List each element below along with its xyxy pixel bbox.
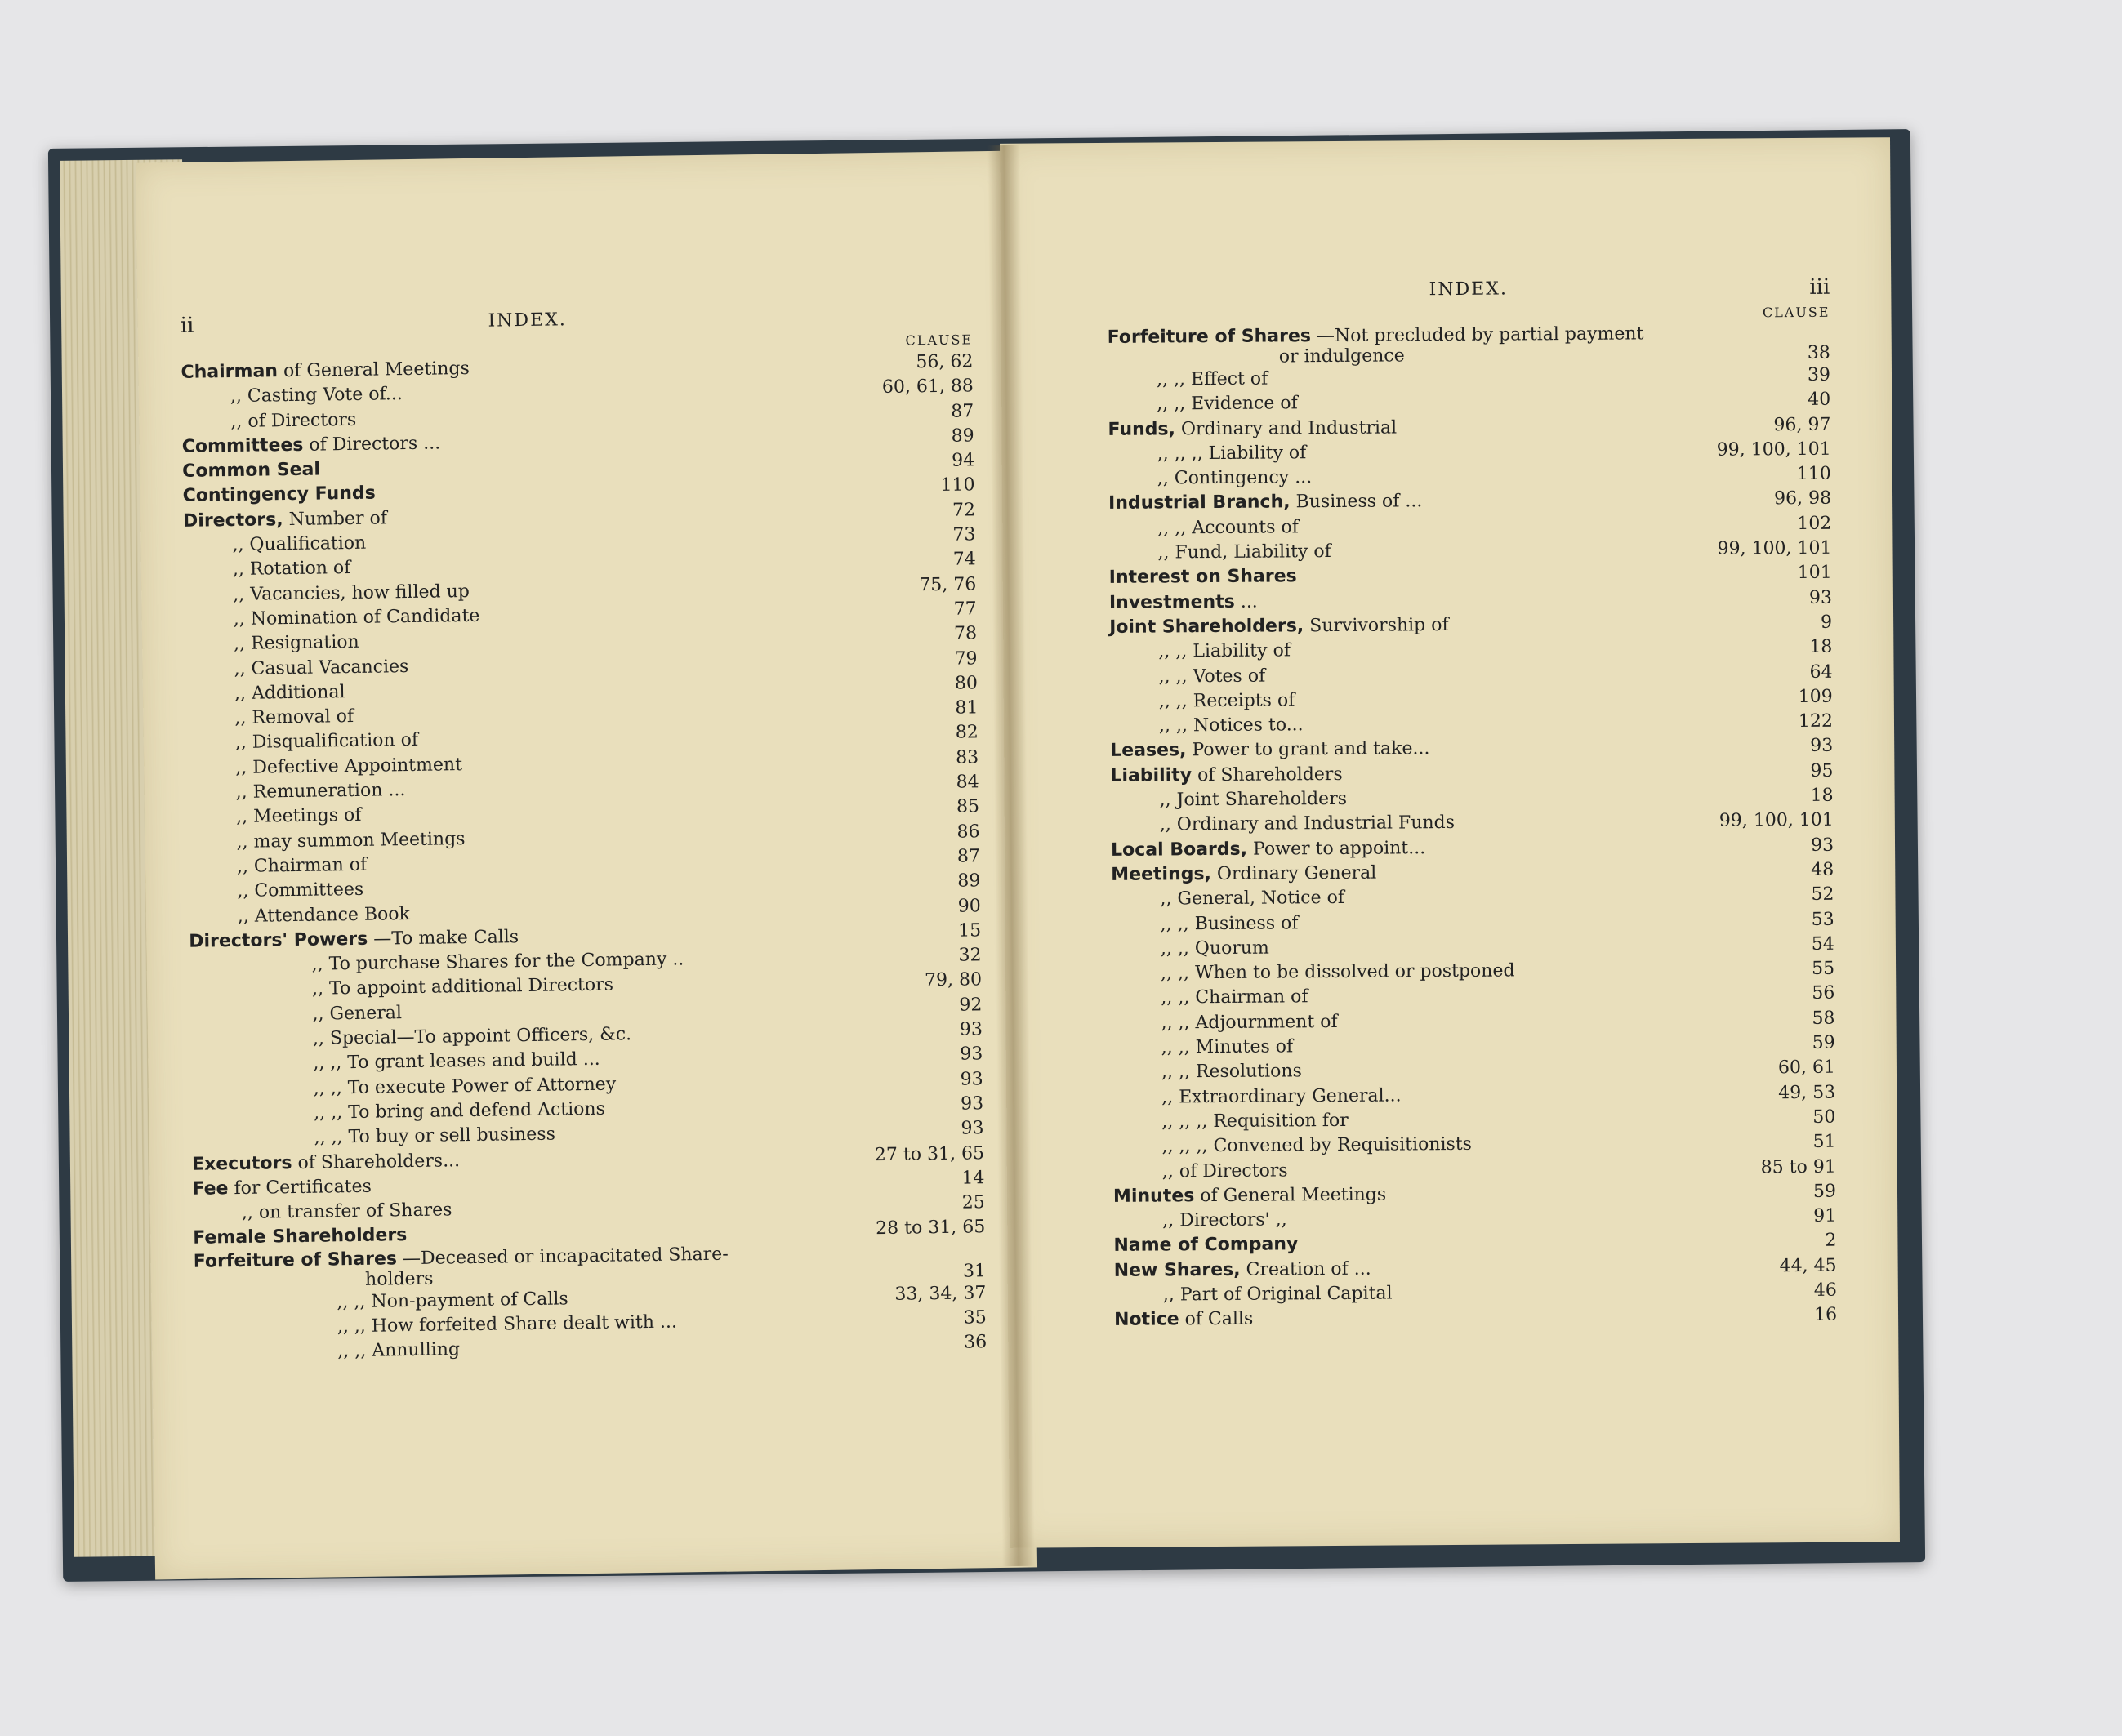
index-subentry: ,, Nomination of Candidate [233, 605, 480, 630]
clause-number: 89 [957, 870, 981, 892]
index-entry-line [313, 1024, 631, 1048]
index-subentry: ,, Ordinary and Industrial Funds [1159, 812, 1456, 835]
index-heading: Directors, [182, 509, 283, 532]
clause-number: 86 [956, 821, 980, 843]
right-running-title: INDEX. [1429, 278, 1508, 300]
index-entry-line [192, 1177, 372, 1200]
index-entry-line [1161, 987, 1308, 1008]
index-subentry: ,, ,, To grant leases and build ... [313, 1049, 600, 1075]
index-entry-line [236, 829, 465, 852]
index-heading: Leases, [1110, 740, 1187, 762]
index-entry-line [1160, 812, 1455, 835]
clause-number: 35 [963, 1307, 987, 1329]
index-heading: Committees [181, 434, 304, 457]
clause-number: 9 [1821, 612, 1833, 633]
index-subentry: ,, ,, To buy or sell business [314, 1124, 556, 1148]
index-entry-line [235, 754, 462, 778]
index-subentry: ,, ,, ,, Convened by Requisitionists [1161, 1134, 1473, 1157]
index-entry-line [1158, 665, 1265, 687]
index-subentry: of Shareholders... [297, 1150, 461, 1173]
index-entry-line [1159, 714, 1304, 736]
clause-number: 50 [1812, 1106, 1836, 1128]
clause-number: 96, 97 [1773, 414, 1831, 435]
clause-number: 18 [1809, 636, 1833, 658]
index-entry-line [1109, 591, 1258, 612]
clause-number: 14 [961, 1168, 985, 1189]
clause-number: 80 [954, 673, 979, 694]
index-entry-line [1114, 1309, 1253, 1330]
index-entry-line [1157, 369, 1268, 390]
clause-number: 60, 61 [1777, 1057, 1836, 1079]
clause-number: 94 [951, 450, 975, 471]
index-heading: Industrial Branch, [1108, 492, 1291, 514]
index-heading: Investments [1108, 591, 1235, 613]
clause-number: 95 [1810, 760, 1834, 781]
index-subentry: Business of ... [1295, 491, 1423, 513]
index-heading: Forfeiture of Shares [193, 1248, 398, 1272]
clause-number: 31 [962, 1260, 987, 1282]
right-clause-header: CLAUSE [1762, 304, 1830, 321]
clause-number: 77 [953, 599, 977, 620]
index-entry-line [237, 879, 363, 901]
clause-number: 82 [955, 722, 979, 744]
index-subentry: —Deceased or incapacitated Share- [402, 1244, 729, 1269]
index-entry-line [232, 533, 366, 555]
index-entry-line [182, 483, 375, 506]
left-page-number: ii [180, 313, 194, 338]
index-subentry: ,, Fund, Liability of [1157, 541, 1331, 563]
index-subentry: ,, Part of Original Capital [1162, 1283, 1393, 1306]
index-entry-line [337, 1340, 460, 1362]
clause-number: 52 [1811, 884, 1834, 906]
index-entry-line [242, 1200, 452, 1223]
index-subentry: Ordinary General [1216, 862, 1377, 884]
clause-number: 85 [956, 796, 980, 818]
index-entry-line [1162, 1209, 1287, 1231]
index-subentry: ,, on transfer of Shares [241, 1200, 452, 1224]
index-subentry: ,, To purchase Shares for the Company .. [311, 949, 684, 975]
index-entry-line [1161, 1036, 1294, 1057]
index-entry-line [236, 780, 406, 803]
clause-number: 84 [956, 772, 979, 793]
clause-number: 109 [1798, 686, 1833, 707]
index-subentry: ,, ,, Notices to... [1158, 714, 1304, 737]
clause-number: 90 [957, 895, 981, 917]
index-entry-line [1161, 913, 1299, 934]
index-entry-line [192, 1151, 460, 1175]
clause-number: 102 [1797, 513, 1832, 534]
index-entry-line [182, 433, 441, 456]
index-entry-line [1161, 1012, 1337, 1034]
clause-number: 48 [1811, 859, 1834, 880]
index-entry-line [183, 508, 387, 531]
index-entry-line [189, 927, 519, 952]
index-subentry: ,, Attendance Book [237, 903, 411, 927]
left-running-title: INDEX. [488, 309, 567, 332]
index-entry-line [314, 1074, 617, 1098]
index-heading: New Shares, [1113, 1259, 1241, 1281]
index-subentry: ,, ,, Liability of [1158, 640, 1291, 662]
clause-number: 99, 100, 101 [1717, 537, 1832, 559]
right-index-list [1108, 323, 1838, 1333]
right-page-number: iii [1809, 274, 1830, 300]
index-heading: Interest on Shares [1108, 566, 1297, 589]
right-running-head [1107, 275, 1830, 309]
index-subentry: Number of [288, 508, 388, 530]
clause-number: 64 [1809, 661, 1833, 683]
index-subentry: ... [1240, 591, 1258, 612]
index-subentry: ,, Special—To appoint Officers, &c. [312, 1024, 632, 1049]
index-heading: Directors' Powers [189, 928, 368, 952]
clause-number: 38 [1807, 342, 1830, 363]
index-heading: Executors [191, 1152, 292, 1175]
clause-number: 32 [958, 945, 982, 966]
clause-number: 72 [952, 500, 976, 521]
index-subentry: ,, Joint Shareholders [1159, 788, 1348, 811]
index-entry-line [1157, 443, 1307, 464]
index-entry-line [1110, 764, 1342, 786]
index-subentry: ,, ,, ,, Liability of [1157, 443, 1307, 465]
index-subentry: ,, Disqualification of [234, 730, 419, 754]
index-subentry: ,, ,, Votes of [1158, 665, 1266, 688]
index-entry-line [1111, 863, 1376, 885]
index-entry-line [234, 706, 354, 728]
index-heading: Female Shareholders [193, 1225, 408, 1249]
index-entry-line [1113, 1235, 1298, 1257]
clause-number: 99, 100, 101 [1719, 810, 1834, 832]
index-entry-line [312, 1003, 402, 1025]
index-subentry: ,, ,, Non-payment of Calls [337, 1289, 568, 1313]
index-entry-line [237, 855, 368, 877]
index-subentry: ,, ,, Chairman of [1161, 986, 1308, 1008]
clause-number: 15 [957, 920, 982, 941]
index-subentry: Ordinary and Industrial [1180, 417, 1398, 439]
index-subentry: ,, Extraordinary General... [1161, 1085, 1402, 1108]
index-subentry: ,, Defective Appointment [235, 754, 463, 778]
index-entry-line [1114, 1258, 1371, 1280]
index-subentry: ,, Directors' ,, [1162, 1209, 1287, 1231]
index-subentry: ,, ,, How forfeited Share dealt with ... [337, 1311, 678, 1338]
index-subentry: ,, Casting Vote of... [230, 384, 403, 407]
index-heading: Name of Company [1113, 1234, 1299, 1257]
index-entry-line [1161, 1111, 1348, 1133]
clause-number: 110 [940, 474, 975, 496]
index-entry-line [1157, 467, 1312, 488]
clause-number: 44, 45 [1779, 1255, 1837, 1276]
index-subentry: ,, ,, Quorum [1160, 937, 1269, 959]
index-subentry: ,, ,, To bring and defend Actions [314, 1098, 606, 1124]
index-heading: Local Boards, [1110, 839, 1248, 861]
clause-number: 78 [953, 623, 978, 644]
clause-number: 28 to 31, 65 [876, 1217, 986, 1240]
index-entry-line [1162, 1160, 1288, 1182]
index-entry-line [1163, 1283, 1393, 1305]
index-subentry: for Certificates [234, 1176, 372, 1199]
clause-number: 79, 80 [924, 969, 983, 991]
clause-number: 93 [959, 1019, 983, 1040]
index-entry-line [238, 904, 410, 927]
index-entry-line [337, 1289, 568, 1312]
index-subentry: ,, ,, Minutes of [1161, 1036, 1294, 1058]
index-entry-line [1111, 838, 1425, 861]
left-index-list [181, 349, 987, 1366]
index-subentry: ,, Contingency ... [1157, 467, 1313, 489]
index-entry-line [193, 1226, 407, 1249]
clause-number: 93 [960, 1068, 983, 1090]
clause-number: 49, 53 [1778, 1082, 1836, 1103]
index-entry-line [234, 606, 480, 630]
index-entry-line [1161, 1062, 1302, 1083]
index-entry-continuation: or indulgence [1278, 345, 1405, 367]
index-entry-line [1161, 961, 1515, 984]
clause-number: 110 [1796, 463, 1831, 485]
index-subentry: ,, Rotation of [232, 558, 351, 581]
index-heading: Forfeiture of Shares [1107, 326, 1312, 348]
index-subentry: of Directors ... [309, 433, 441, 456]
index-subentry: ,, Casual Vacancies [234, 656, 409, 679]
clause-number: 91 [1813, 1205, 1837, 1226]
index-subentry: ,, ,, Adjournment of [1161, 1011, 1338, 1034]
index-entry-line [337, 1311, 677, 1337]
index-entry-continuation: holders [364, 1268, 434, 1290]
index-entry-line [1161, 1085, 1402, 1107]
index-subentry: ,, Additional [234, 681, 345, 704]
clause-number: 93 [960, 1044, 983, 1065]
index-subentry: Survivorship of [1309, 614, 1449, 637]
index-heading: Common Seal [182, 459, 321, 483]
index-entry-line [235, 730, 418, 753]
clause-number: 25 [961, 1192, 985, 1213]
clause-number: 40 [1808, 389, 1831, 411]
index-heading: Minutes [1112, 1185, 1195, 1207]
index-entry-line [234, 657, 408, 679]
index-entry-line [1157, 517, 1299, 538]
index-subentry: ,, ,, Business of [1160, 912, 1299, 935]
index-subentry: ,, Committees [237, 879, 364, 902]
index-subentry: ,, Resignation [234, 632, 359, 655]
index-entry-line [233, 581, 470, 605]
index-entry-line [230, 409, 356, 431]
index-entry [1108, 323, 1830, 368]
clause-number: 46 [1813, 1280, 1837, 1301]
clause-number: 58 [1812, 1008, 1835, 1029]
index-subentry: ,, ,, Resolutions [1161, 1061, 1302, 1083]
clause-number: 33, 34, 37 [894, 1282, 987, 1305]
clause-number: 56 [1812, 983, 1835, 1004]
index-subentry: ,, ,, To execute Power of Attorney [313, 1074, 617, 1099]
clause-number: 75, 76 [919, 573, 977, 595]
clause-number: 59 [1812, 1032, 1835, 1053]
index-entry-line [314, 1124, 555, 1148]
index-subentry: of General Meetings [1200, 1184, 1387, 1206]
index-subentry: ,, Removal of [234, 706, 354, 729]
index-entry-line [230, 384, 403, 407]
index-entry-line [182, 460, 320, 482]
index-entry-line [234, 682, 345, 704]
index-entry-line [233, 558, 351, 580]
index-entry-line [1157, 541, 1331, 563]
index-heading: Funds, [1108, 418, 1176, 440]
clause-number: 51 [1812, 1131, 1836, 1153]
index-entry-line [314, 1099, 605, 1124]
index-entry-line [1157, 394, 1298, 415]
index-subentry: ,, Vacancies, how filled up [233, 581, 470, 605]
index-subentry: ,, To appoint additional Directors [311, 974, 614, 1000]
index-subentry: of General Meetings [283, 358, 470, 382]
clause-number: 55 [1812, 958, 1835, 980]
index-entry-line [1108, 492, 1422, 514]
index-heading: Notice [1113, 1309, 1179, 1331]
right-page [1000, 137, 1900, 1548]
left-page-content [181, 302, 991, 1578]
index-heading: Chairman [181, 361, 279, 383]
right-page-content [1107, 275, 1839, 1547]
index-entry-line [1108, 417, 1397, 439]
index-heading: Joint Shareholders, [1109, 616, 1304, 638]
left-page [136, 151, 1037, 1580]
index-entry [1114, 1303, 1837, 1333]
index-subentry: ,, General [312, 1002, 403, 1025]
left-clause-header: CLAUSE [905, 332, 974, 349]
index-subentry: ,, of Directors [230, 409, 357, 432]
index-entry-line [1109, 615, 1449, 638]
index-subentry: Power to appoint... [1252, 837, 1426, 860]
index-entry-line [181, 358, 470, 383]
index-heading: Meetings, [1111, 863, 1212, 885]
index-subentry: ,, ,, Effect of [1156, 368, 1268, 390]
clause-number: 87 [951, 400, 974, 422]
clause-number: 83 [956, 747, 979, 768]
clause-number: 122 [1798, 710, 1834, 732]
index-heading: Liability [1110, 764, 1193, 786]
index-subentry: Creation of ... [1246, 1258, 1371, 1280]
index-subentry: ,, ,, Annulling [337, 1339, 461, 1362]
clause-number: 87 [956, 846, 981, 867]
clause-number: 2 [1825, 1231, 1837, 1252]
index-entry-line [1110, 739, 1429, 762]
clause-number: 73 [952, 524, 976, 545]
clause-number: 16 [1813, 1304, 1838, 1326]
index-subentry: ,, General, Notice of [1160, 888, 1345, 910]
index-subentry: ,, Chairman of [236, 854, 368, 877]
index-subentry: —To make Calls [373, 926, 519, 950]
clause-number: 96, 98 [1774, 488, 1832, 510]
index-subentry: ,, Remuneration ... [235, 780, 406, 803]
index-subentry: ,, may summon Meetings [236, 828, 466, 852]
index-entry-line [1113, 1184, 1386, 1206]
clause-number: 93 [1810, 835, 1834, 856]
index-heading: Contingency Funds [182, 483, 376, 507]
index-entry-line [1162, 1134, 1473, 1157]
index-subentry: ,, Meetings of [235, 805, 362, 828]
index-entry-line [236, 805, 362, 827]
clause-number: 101 [1797, 563, 1832, 584]
index-subentry: ,, ,, Evidence of [1157, 393, 1298, 415]
clause-number: 89 [951, 425, 974, 447]
clause-number: 74 [952, 549, 976, 571]
index-subentry: ,, ,, Receipts of [1158, 690, 1295, 712]
clause-number: 59 [1812, 1181, 1837, 1202]
clause-number: 36 [964, 1332, 987, 1353]
clause-number: 81 [955, 697, 979, 719]
clause-number: 54 [1811, 933, 1834, 955]
index-entry-line [1160, 789, 1348, 811]
clause-number: 93 [1808, 587, 1833, 608]
clause-number: 85 to 91 [1760, 1156, 1836, 1177]
index-entry-line [312, 975, 613, 999]
clause-number: 39 [1807, 364, 1831, 385]
index-subentry: —Not precluded by partial payment [1316, 323, 1644, 347]
clause-number: 53 [1811, 909, 1834, 930]
index-subentry: ,, Qualification [232, 532, 367, 556]
index-entry-line [311, 949, 684, 974]
index-subentry: ,, ,, Accounts of [1157, 517, 1299, 539]
index-entry-line [1159, 690, 1295, 711]
clause-number: 56, 62 [916, 351, 974, 373]
index-entry-line [234, 632, 359, 654]
clause-number: 18 [1810, 785, 1834, 806]
clause-number: 99, 100, 101 [1716, 438, 1831, 461]
index-subentry: ,, of Directors [1161, 1160, 1288, 1182]
clause-number: 93 [961, 1118, 984, 1139]
index-entry-line [1160, 888, 1344, 910]
clause-number: 93 [1810, 736, 1834, 757]
index-heading: Fee [192, 1177, 229, 1200]
index-subentry: ,, ,, When to be dissolved or postponed [1161, 960, 1515, 984]
clause-number: 60, 61, 88 [881, 376, 974, 398]
index-subentry: Power to grant and take... [1192, 738, 1430, 761]
clause-number: 27 to 31, 65 [874, 1142, 985, 1165]
index-entry-line [313, 1049, 600, 1074]
clause-number: 79 [954, 648, 978, 670]
index-subentry: of Shareholders [1197, 763, 1343, 786]
clause-number: 93 [960, 1093, 984, 1115]
clause-number: 92 [959, 994, 983, 1016]
index-subentry: of Calls [1184, 1308, 1254, 1330]
index-entry-line [1161, 937, 1269, 959]
index-entry-line [1109, 567, 1297, 589]
index-entry-line [1158, 641, 1291, 662]
index-subentry: ,, ,, ,, Requisition for [1161, 1110, 1349, 1133]
